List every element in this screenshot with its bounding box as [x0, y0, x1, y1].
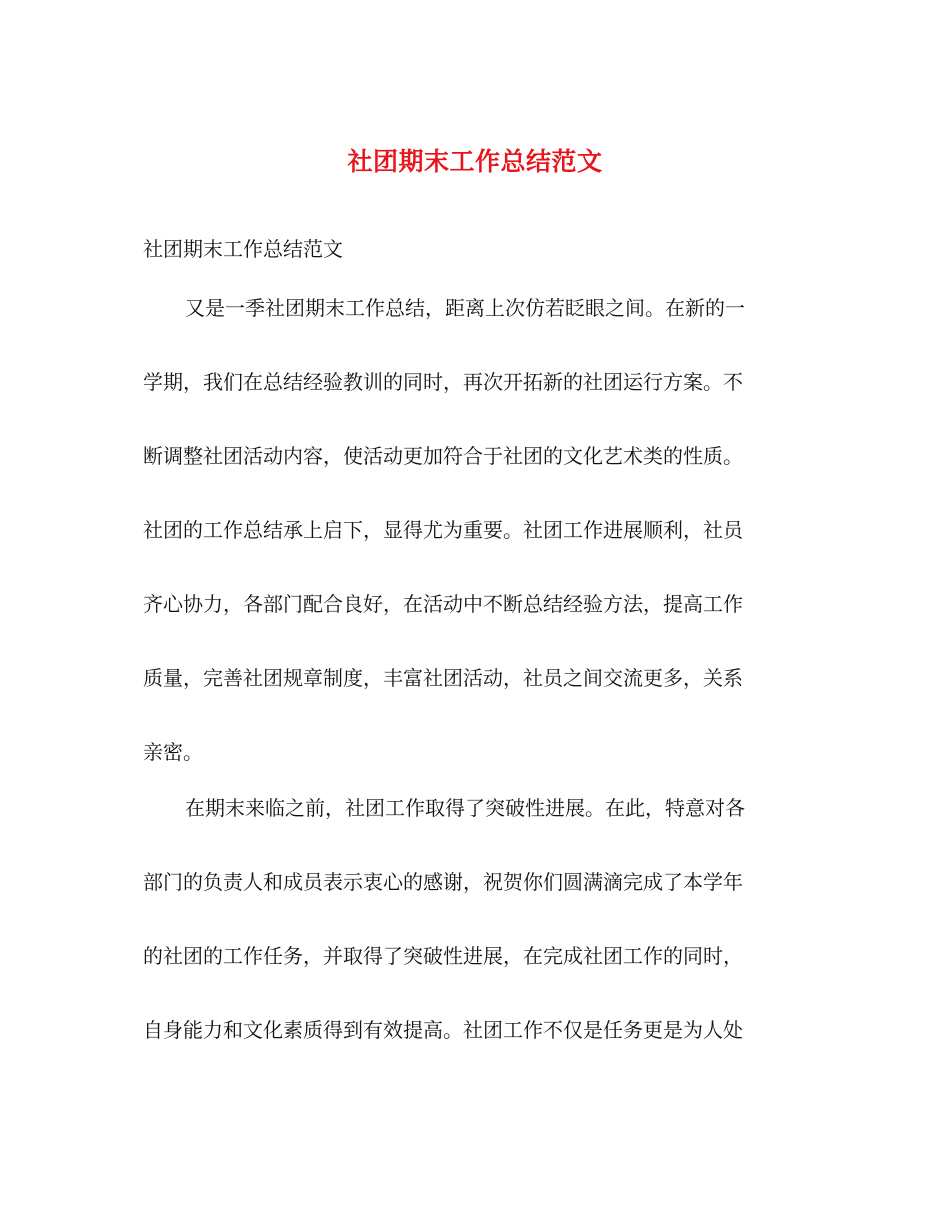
paragraph-line: 亲密。 [143, 740, 203, 764]
paragraph-line: 在期末来临之前，社团工作取得了突破性进展。在此，特意对各 [185, 796, 745, 820]
paragraph-line: 社团的工作总结承上启下，显得尤为重要。社团工作进展顺利，社员 [143, 518, 743, 542]
paragraph-line: 学期，我们在总结经验教训的同时，再次开拓新的社团运行方案。不 [143, 370, 743, 394]
paragraph-line: 齐心协力，各部门配合良好，在活动中不断总结经验方法，提高工作 [143, 592, 743, 616]
paragraph-line: 自身能力和文化素质得到有效提高。社团工作不仅是任务更是为人处 [143, 1018, 743, 1042]
paragraph-2 [143, 771, 795, 1067]
document-subtitle: 社团期末工作总结范文 [143, 237, 343, 261]
document-title: 社团期末工作总结范文 [347, 147, 603, 176]
paragraph-line: 质量，完善社团规章制度，丰富社团活动，社员之间交流更多，关系 [143, 666, 743, 690]
paragraph-line: 部门的负责人和成员表示衷心的感谢，祝贺你们圆满滴完成了本学年 [143, 870, 743, 894]
paragraph-1 [143, 271, 795, 789]
paragraph-line: 断调整社团活动内容，使活动更加符合于社团的文化艺术类的性质。 [143, 444, 743, 468]
paragraph-line: 的社团的工作任务，并取得了突破性进展，在完成社团工作的同时， [143, 944, 743, 968]
paragraph-line: 又是一季社团期末工作总结，距离上次仿若眨眼之间。在新的一 [185, 296, 745, 320]
